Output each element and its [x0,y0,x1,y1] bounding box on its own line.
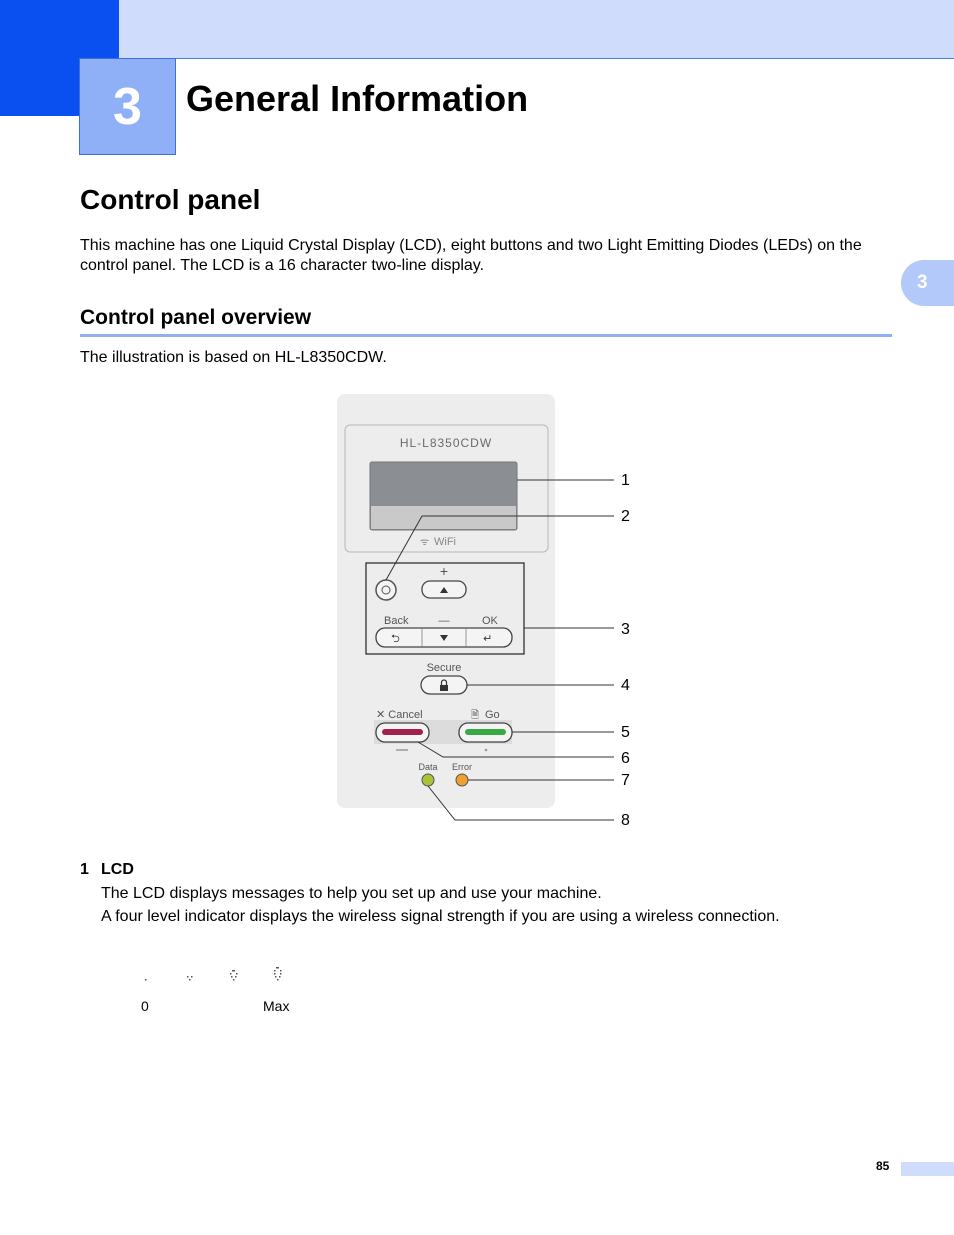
document-icon: 🗎 [471,710,480,721]
signal-min-label: 0 [141,998,149,1014]
item-description: A four level indicator displays the wireless signal strength if you are using a wireless connection. [101,908,780,925]
callout-8: 8 [621,812,630,829]
callout-6: 6 [621,750,630,767]
lock-icon [440,685,448,691]
callout-7: 7 [621,772,630,789]
callout-4: 4 [621,677,630,694]
secure-label: Secure [426,662,462,674]
intro-paragraph: This machine has one Liquid Crystal Display (LCD), eight buttons and two Light Emitting Diodes (LEDs) on the control panel. The LCD is a 16 character two-line display. [80,237,862,274]
signal-level-2-icon [230,970,238,981]
dot-mark [485,749,488,752]
callout-2: 2 [621,508,630,525]
power-button[interactable] [376,580,396,600]
subsection-title: Control panel overview [80,306,312,329]
chapter-number: 3 [79,58,176,155]
lcd-screen-lower [371,506,516,529]
enter-arrow-icon: ↵ [483,632,493,645]
callout-5: 5 [621,724,630,741]
page-number-bar [901,1162,954,1176]
signal-levels [138,963,298,989]
item-title: LCD [101,861,134,878]
signal-level-3-icon [274,967,282,981]
error-led [456,774,468,786]
chapter-title: General Information [186,78,529,119]
cancel-light [382,729,423,735]
callout-1: 1 [621,472,630,489]
item-description: The LCD displays messages to help you set up and use your machine. [101,885,602,902]
model-label: HL-L8350CDW [399,436,493,450]
error-label: Error [452,762,472,772]
back-label: Back [384,615,409,627]
subsection-rule [80,334,892,337]
go-label: Go [485,709,500,721]
signal-max-label: Max [263,998,290,1014]
signal-level-1-icon [187,976,193,981]
item-number: 1 [80,861,89,878]
data-label: Data [418,762,438,772]
go-light [465,729,506,735]
back-arrow-icon: ⮌ [391,632,400,645]
wifi-label: WiFi [434,536,456,548]
illustration-note: The illustration is based on HL-L8350CDW. [80,349,387,366]
control-panel-illustration [330,390,640,830]
signal-level-0-icon [145,979,147,981]
section-title: Control panel [80,184,261,215]
wifi-symbol-icon: ᯤ [420,537,430,548]
plus-label: + [439,563,449,579]
cancel-label: ✕ Cancel [376,709,423,721]
callout-3: 3 [621,621,630,638]
data-led [422,774,434,786]
ok-label: OK [482,615,498,627]
header-band [0,0,954,59]
chapter-side-tab: 3 [901,260,954,306]
callout-numbers [621,472,630,829]
page-number: 85 [876,1159,890,1173]
minus-label: — [438,615,450,627]
